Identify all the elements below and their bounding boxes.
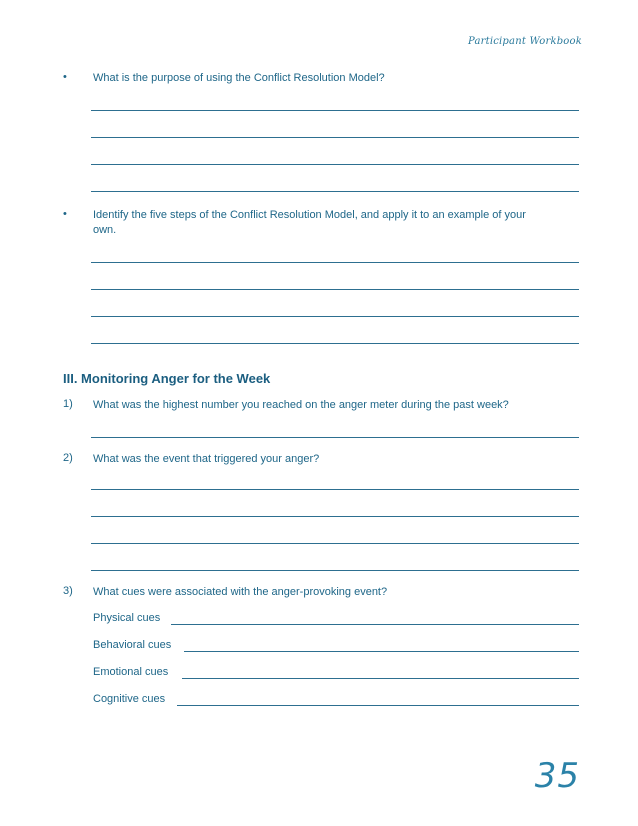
question-2: What was the event that triggered your anger? xyxy=(93,453,320,465)
page-number: 35 xyxy=(534,756,580,796)
bullet-question-1: What is the purpose of using the Conflict Resolution Model? xyxy=(93,72,385,84)
answer-line[interactable] xyxy=(91,262,579,263)
answer-line[interactable] xyxy=(91,316,579,317)
question-number: 3) xyxy=(63,585,73,597)
cue-label-cognitive: Cognitive cues xyxy=(93,693,166,705)
answer-line[interactable] xyxy=(91,289,579,290)
bullet-marker: • xyxy=(63,71,67,83)
cue-answer-line-physical[interactable] xyxy=(171,624,579,625)
answer-line[interactable] xyxy=(91,164,579,165)
answer-line[interactable] xyxy=(91,489,579,490)
answer-line[interactable] xyxy=(91,137,579,138)
running-header: Participant Workbook xyxy=(468,36,582,47)
bullet-question-2-line2: own. xyxy=(93,224,117,236)
cue-label-behavioral: Behavioral cues xyxy=(93,639,172,651)
answer-line[interactable] xyxy=(91,516,579,517)
bullet-question-2-line1: Identify the five steps of the Conflict Resolution Model, and apply it to an example of your xyxy=(93,209,526,221)
cue-label-physical: Physical cues xyxy=(93,612,161,624)
question-3: What cues were associated with the anger-provoking event? xyxy=(93,586,388,598)
question-number: 2) xyxy=(63,452,73,464)
answer-line[interactable] xyxy=(91,343,579,344)
question-number: 1) xyxy=(63,398,73,410)
cue-answer-line-emotional[interactable] xyxy=(182,678,579,679)
question-1: What was the highest number you reached on the anger meter during the past week? xyxy=(93,399,509,411)
answer-line[interactable] xyxy=(91,191,579,192)
cue-label-emotional: Emotional cues xyxy=(93,666,169,678)
answer-line[interactable] xyxy=(91,110,579,111)
section-title: III. Monitoring Anger for the Week xyxy=(63,371,271,386)
bullet-marker: • xyxy=(63,208,67,220)
cue-answer-line-behavioral[interactable] xyxy=(184,651,579,652)
answer-line[interactable] xyxy=(91,570,579,571)
cue-answer-line-cognitive[interactable] xyxy=(177,705,579,706)
answer-line[interactable] xyxy=(91,543,579,544)
answer-line[interactable] xyxy=(91,437,579,438)
